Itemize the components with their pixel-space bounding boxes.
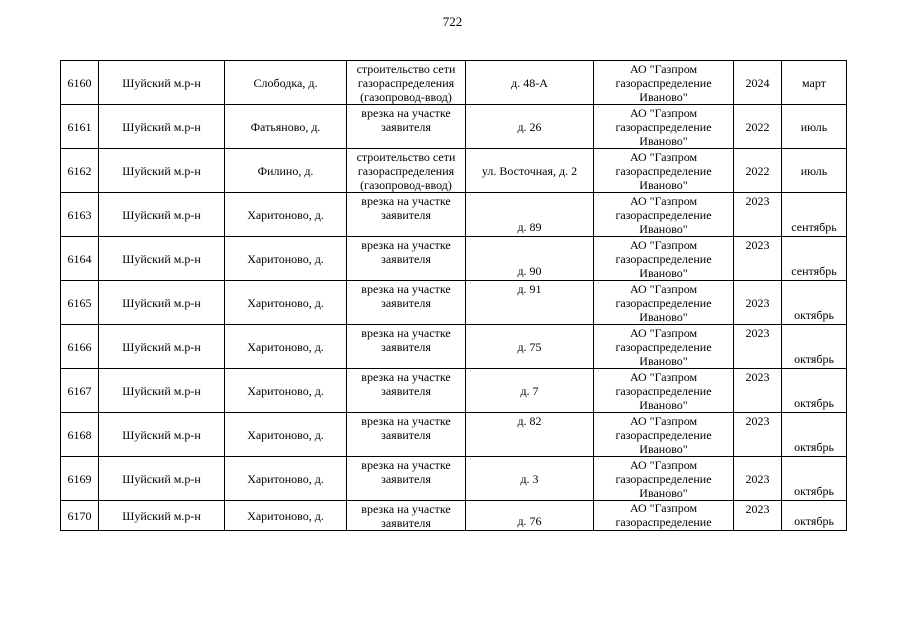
month-cell: сентябрь <box>782 193 847 237</box>
organization-cell <box>594 61 734 105</box>
table-row <box>61 413 847 457</box>
year-cell: 2023 <box>734 325 782 369</box>
district-cell: Шуйский м.р-н <box>99 149 225 193</box>
work-type-cell: врезка на участке заявителя <box>347 193 466 237</box>
address-cell: д. 91 <box>466 281 594 325</box>
organization-line: газораспределение <box>615 75 712 90</box>
work-type-cell: врезка на участке заявителя <box>347 325 466 369</box>
year-cell: 2023 <box>734 457 782 501</box>
organization-line: АО "Газпром <box>629 149 698 164</box>
year-cell: 2023 <box>734 281 782 325</box>
year-cell: 2023 <box>734 501 782 531</box>
address-cell: д. 26 <box>466 105 594 149</box>
work-type-cell: врезка на участке заявителя <box>347 369 466 413</box>
district-cell: Шуйский м.р-н <box>99 501 225 531</box>
row-number-cell: 6168 <box>61 413 99 457</box>
locality-cell: Харитоново, д. <box>225 193 347 237</box>
organization-line: Иваново" <box>639 265 688 280</box>
table-row <box>61 325 847 369</box>
locality-cell: Харитоново, д. <box>225 501 347 531</box>
locality-cell: Филино, д. <box>225 149 347 193</box>
address-cell: д. 3 <box>466 457 594 501</box>
district-cell: Шуйский м.р-н <box>99 105 225 149</box>
row-number-cell: 6162 <box>61 149 99 193</box>
address-cell: д. 75 <box>466 325 594 369</box>
month-cell: октябрь <box>782 457 847 501</box>
row-number-cell: 6161 <box>61 105 99 149</box>
organization-cell <box>594 501 734 531</box>
table-row <box>61 61 847 105</box>
locality-cell: Слободка, д. <box>225 61 347 105</box>
organization-line: Иваново" <box>639 89 688 104</box>
year-cell: 2023 <box>734 237 782 281</box>
organization-line: газораспределение <box>615 119 712 134</box>
month-cell: сентябрь <box>782 237 847 281</box>
table-row <box>61 369 847 413</box>
organization-line: АО "Газпром <box>629 325 698 340</box>
row-number-cell: 6169 <box>61 457 99 501</box>
district-cell: Шуйский м.р-н <box>99 193 225 237</box>
district-cell: Шуйский м.р-н <box>99 413 225 457</box>
address-cell: д. 82 <box>466 413 594 457</box>
row-number-cell: 6166 <box>61 325 99 369</box>
organization-line: газораспределение <box>615 383 712 398</box>
month-cell: июль <box>782 149 847 193</box>
organization-line: АО "Газпром <box>629 193 698 208</box>
month-cell: октябрь <box>782 369 847 413</box>
organization-cell <box>594 105 734 149</box>
district-cell: Шуйский м.р-н <box>99 281 225 325</box>
organization-cell <box>594 413 734 457</box>
organization-cell <box>594 149 734 193</box>
organization-line: газораспределение <box>615 515 712 529</box>
locality-cell: Харитоново, д. <box>225 457 347 501</box>
work-type-cell: строительство сети газораспределения (газопровод-ввод) <box>347 61 466 105</box>
organization-line: АО "Газпром <box>629 61 698 76</box>
organization-line: газораспределение <box>615 163 712 178</box>
district-cell: Шуйский м.р-н <box>99 457 225 501</box>
organization-line: АО "Газпром <box>629 281 698 296</box>
address-cell: д. 76 <box>466 501 594 531</box>
organization-line: Иваново" <box>639 221 688 236</box>
district-cell: Шуйский м.р-н <box>99 61 225 105</box>
row-number-cell: 6160 <box>61 61 99 105</box>
row-number-cell: 6167 <box>61 369 99 413</box>
locality-cell: Харитоново, д. <box>225 325 347 369</box>
organization-line: АО "Газпром <box>629 369 698 384</box>
year-cell: 2023 <box>734 413 782 457</box>
locality-cell: Харитоново, д. <box>225 237 347 281</box>
address-cell: д. 90 <box>466 237 594 281</box>
organization-line: Иваново" <box>639 485 688 500</box>
district-cell: Шуйский м.р-н <box>99 325 225 369</box>
year-cell: 2022 <box>734 149 782 193</box>
organization-line: газораспределение <box>615 471 712 486</box>
organization-line: Иваново" <box>639 353 688 368</box>
organization-line: АО "Газпром <box>629 105 698 120</box>
year-cell: 2024 <box>734 61 782 105</box>
organization-line: газораспределение <box>615 251 712 266</box>
organization-line: Иваново" <box>639 397 688 412</box>
organization-cell <box>594 193 734 237</box>
address-cell: д. 7 <box>466 369 594 413</box>
table-row <box>61 105 847 149</box>
organization-line: АО "Газпром <box>629 501 698 515</box>
month-cell: октябрь <box>782 501 847 531</box>
work-type-cell: врезка на участке заявителя <box>347 237 466 281</box>
locality-cell: Харитоново, д. <box>225 281 347 325</box>
row-number-cell: 6164 <box>61 237 99 281</box>
district-cell: Шуйский м.р-н <box>99 237 225 281</box>
district-cell: Шуйский м.р-н <box>99 369 225 413</box>
organization-cell <box>594 325 734 369</box>
organization-line: газораспределение <box>615 207 712 222</box>
table-row <box>61 149 847 193</box>
month-cell: октябрь <box>782 281 847 325</box>
table-body <box>61 61 847 531</box>
row-number-cell: 6163 <box>61 193 99 237</box>
organization-line: Иваново" <box>639 441 688 456</box>
month-cell: октябрь <box>782 325 847 369</box>
gas-connection-table <box>60 60 847 531</box>
organization-cell <box>594 369 734 413</box>
page-number: 722 <box>442 14 463 29</box>
table-row <box>61 281 847 325</box>
organization-cell <box>594 457 734 501</box>
organization-line: АО "Газпром <box>629 457 698 472</box>
organization-line: Иваново" <box>639 309 688 324</box>
organization-cell <box>594 237 734 281</box>
organization-line: газораспределение <box>615 427 712 442</box>
month-cell: октябрь <box>782 413 847 457</box>
address-cell: ул. Восточная, д. 2 <box>466 149 594 193</box>
organization-cell <box>594 281 734 325</box>
locality-cell: Харитоново, д. <box>225 413 347 457</box>
year-cell: 2023 <box>734 193 782 237</box>
row-number-cell: 6170 <box>61 501 99 531</box>
row-number-cell: 6165 <box>61 281 99 325</box>
work-type-cell: врезка на участке заявителя <box>347 457 466 501</box>
address-cell: д. 48-А <box>466 61 594 105</box>
organization-line: газораспределение <box>615 295 712 310</box>
organization-line: АО "Газпром <box>629 237 698 252</box>
year-cell: 2022 <box>734 105 782 149</box>
organization-line: Иваново" <box>639 177 688 192</box>
table-row <box>61 193 847 237</box>
address-cell: д. 89 <box>466 193 594 237</box>
work-type-cell: врезка на участке заявителя <box>347 281 466 325</box>
table-row <box>61 501 847 531</box>
work-type-cell: врезка на участке заявителя <box>347 105 466 149</box>
locality-cell: Харитоново, д. <box>225 369 347 413</box>
organization-line: газораспределение <box>615 339 712 354</box>
work-type-cell: врезка на участке заявителя <box>347 501 466 531</box>
year-cell: 2023 <box>734 369 782 413</box>
month-cell: март <box>782 61 847 105</box>
table-row <box>61 457 847 501</box>
month-cell: июль <box>782 105 847 149</box>
table-row <box>61 237 847 281</box>
work-type-cell: врезка на участке заявителя <box>347 413 466 457</box>
work-type-cell: строительство сети газораспределения (газопровод-ввод) <box>347 149 466 193</box>
organization-line: АО "Газпром <box>629 413 698 428</box>
locality-cell: Фатьяново, д. <box>225 105 347 149</box>
organization-line: Иваново" <box>639 133 688 148</box>
